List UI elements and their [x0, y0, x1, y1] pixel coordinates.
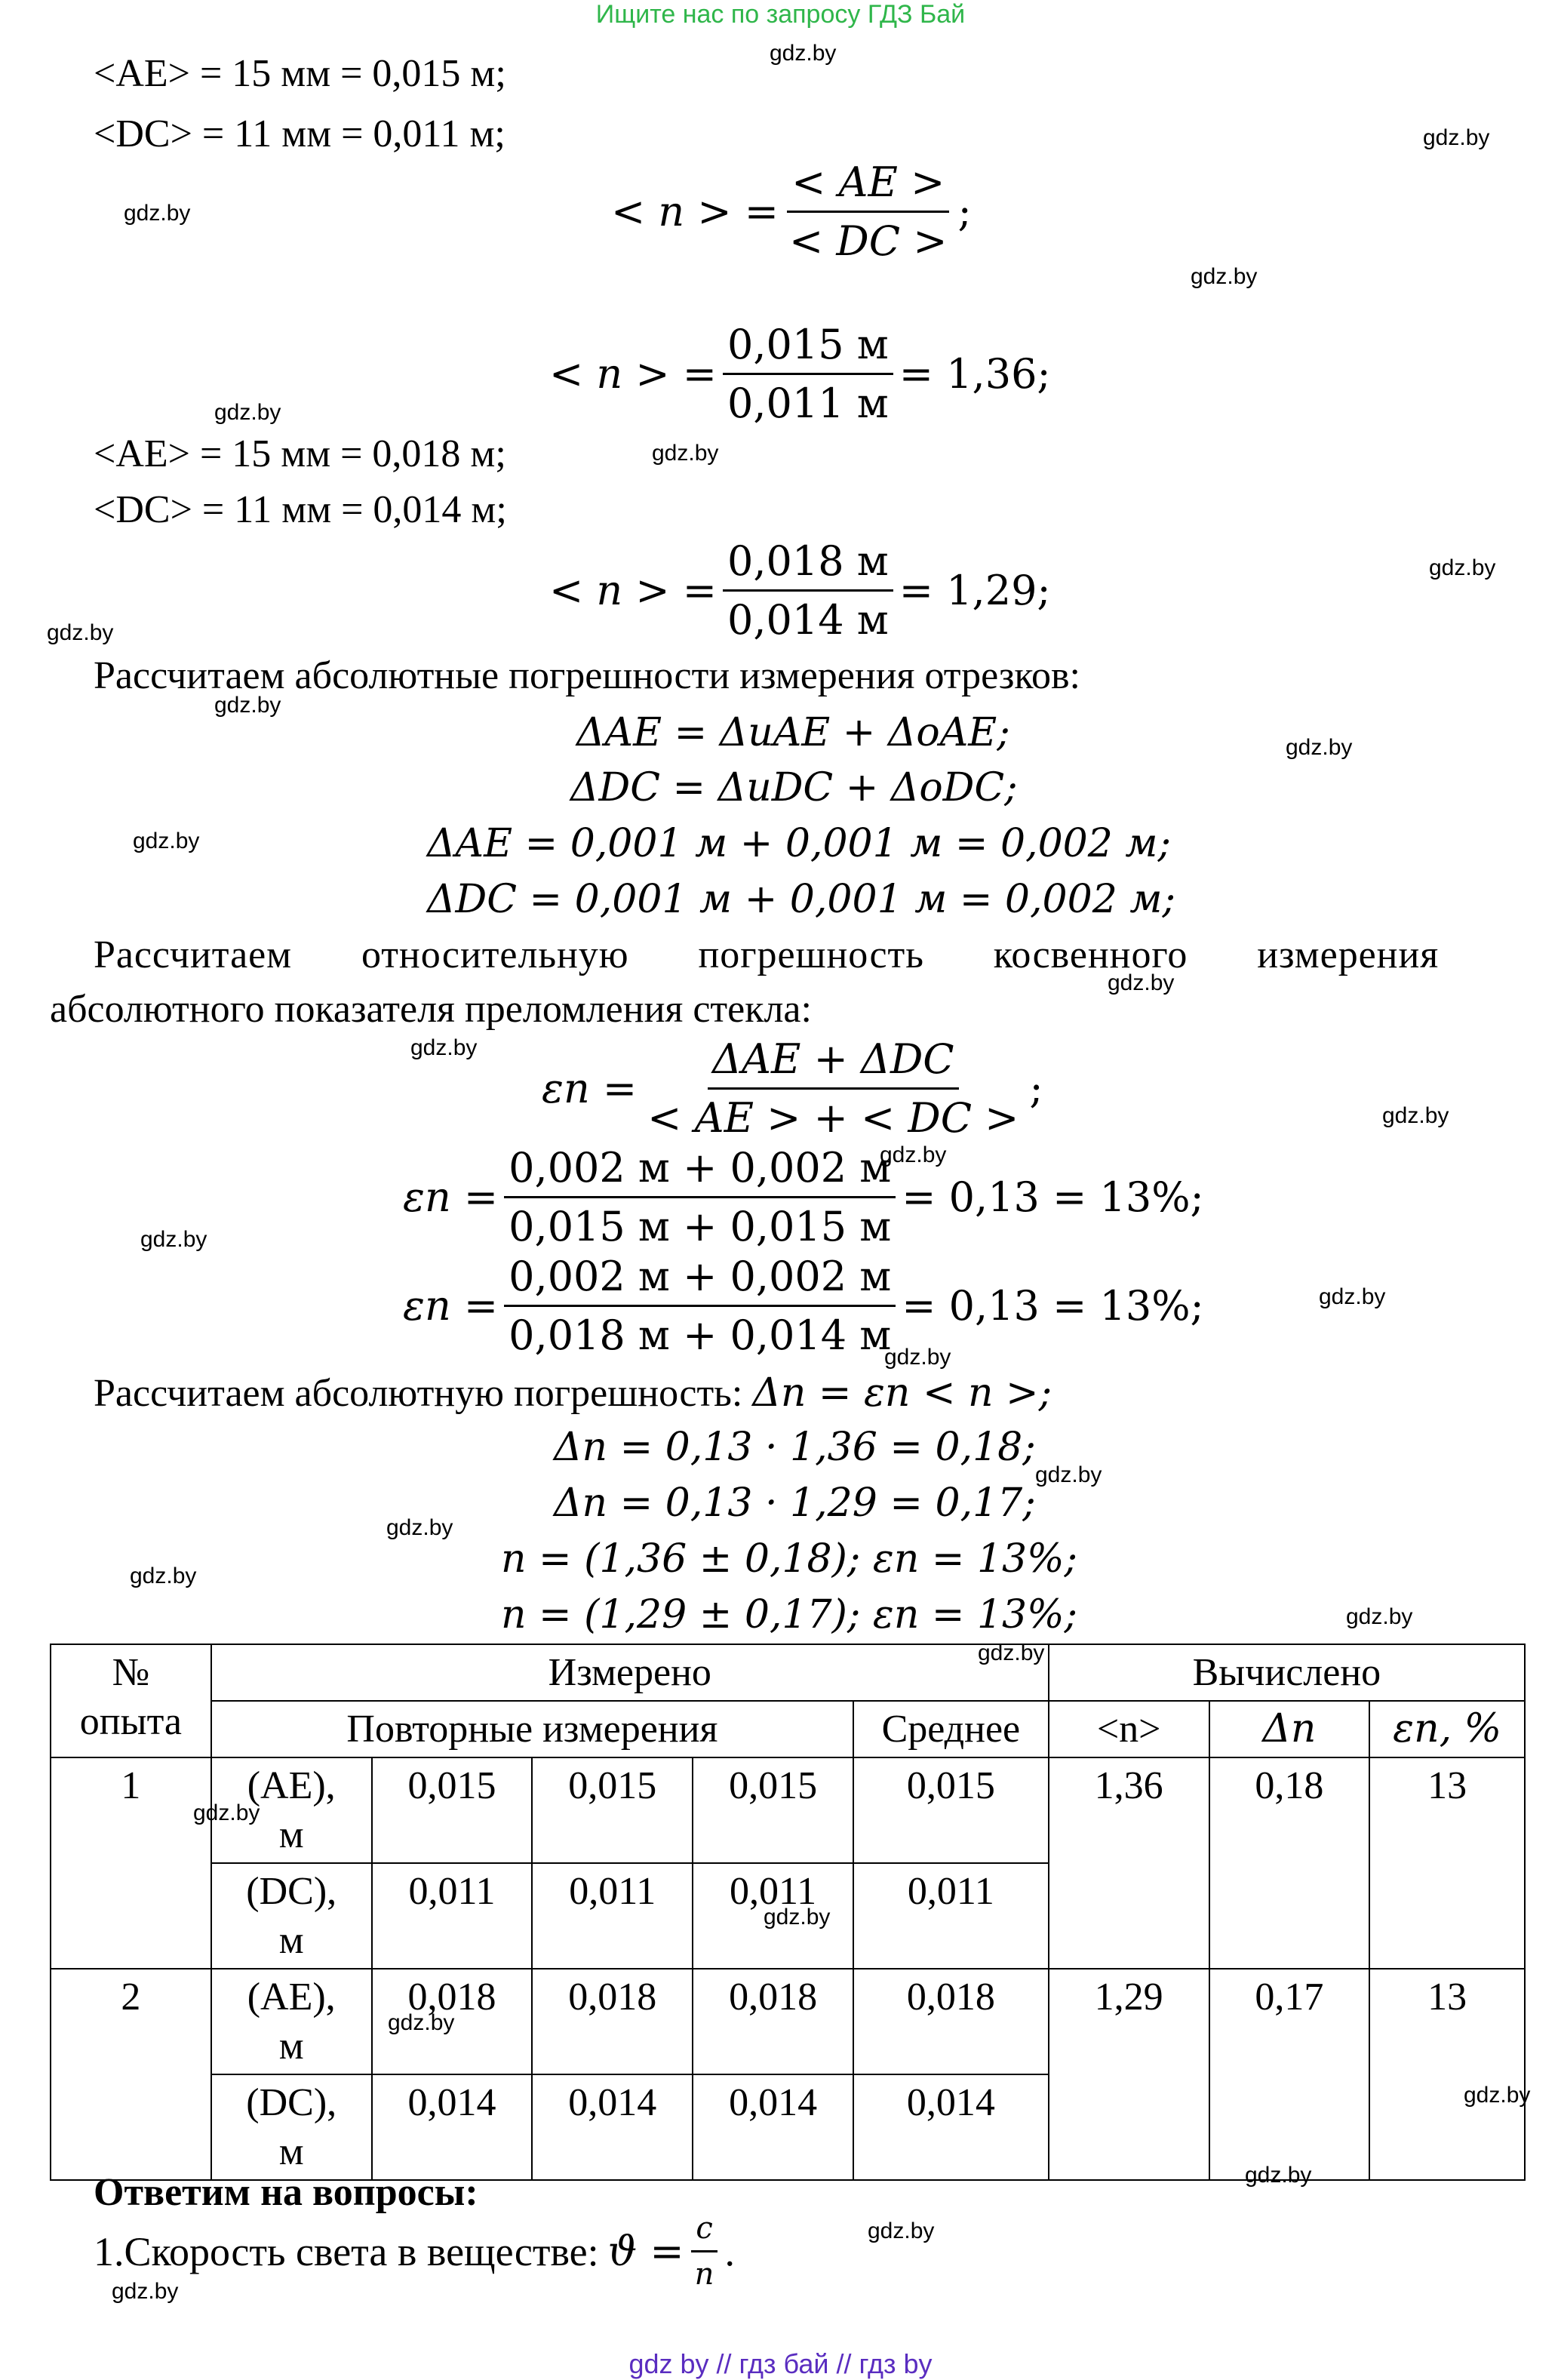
eps-calc2-den: 0,018 м + 0,014 м [509, 1311, 892, 1359]
watermark: gdz.by [978, 1640, 1045, 1665]
watermark: gdz.by [652, 441, 719, 466]
row1-ae-label: (AE), м [211, 1757, 372, 1863]
footer-links[interactable]: gdz by // гдз бай // гдз by [628, 2348, 933, 2379]
n-definition-formula [611, 158, 972, 265]
n-calc1-lhs: < n > = [549, 350, 718, 398]
watermark: gdz.by [112, 2279, 179, 2304]
watermark: gdz.by [1464, 2083, 1531, 2108]
watermark: gdz.by [410, 1035, 478, 1060]
speed-tail: . [724, 2228, 735, 2274]
header-experiment-no: № опыта [51, 1644, 211, 1757]
row1-dc-m1: 0,011 [372, 1863, 533, 1969]
watermark: gdz.by [764, 1905, 831, 1930]
n-calc1-rhs: = 1,36; [899, 350, 1051, 398]
n-def-lhs: < n > = [611, 188, 779, 235]
abs-n-error-line [94, 1370, 1052, 1416]
row1-ae-m2: 0,015 [532, 1757, 693, 1863]
rel-error-intro-1 [94, 933, 1527, 976]
watermark: gdz.by [214, 400, 281, 425]
watermark: gdz.by [868, 2219, 935, 2243]
n-calc1-den: 0,011 м [727, 380, 889, 427]
watermark: gdz.by [884, 1345, 951, 1370]
header-measured: Измерено [211, 1644, 1049, 1701]
speed-den: n [694, 2257, 714, 2292]
row2-ae-m3: 0,018 [693, 1969, 853, 2074]
watermark: gdz.by [1382, 1103, 1449, 1128]
watermark: gdz.by [124, 201, 191, 226]
speed-fraction [690, 2211, 719, 2292]
row2-dc-m2: 0,014 [532, 2074, 693, 2180]
n-calc2-fraction [723, 537, 893, 644]
watermark: gdz.by [47, 620, 114, 645]
row2-dc-m3: 0,014 [693, 2074, 853, 2180]
header-n-mean: <n> [1049, 1701, 1209, 1757]
n-def-tail: ; [957, 188, 972, 235]
watermark: gdz.by [1245, 2163, 1312, 2188]
abs-n-error-intro: Рассчитаем абсолютную погрешность: [94, 1372, 743, 1415]
eps-calc2-lhs: εn = [403, 1282, 499, 1330]
row1-eps: 13 [1369, 1757, 1525, 1969]
watermark: gdz.by [386, 1515, 453, 1540]
eps-calc-formula-2 [403, 1253, 1204, 1359]
dc-value-line-1: <DC> = 11 мм = 0,011 м; [94, 112, 505, 155]
n-calc-formula-1 [549, 321, 1051, 427]
rel-error-intro-2: абсолютного показателя преломления стекла: [50, 988, 812, 1031]
watermark: gdz.by [770, 41, 837, 66]
row2-dc-label: (DC), м [211, 2074, 372, 2180]
abs-error-intro: Рассчитаем абсолютные погрешности измерения отрезков: [94, 654, 1080, 697]
row1-no: 1 [51, 1757, 211, 1969]
q1-text: 1.Скорость света в веществе: [94, 2228, 599, 2274]
watermark: gdz.by [880, 1142, 947, 1167]
n-result-2: n = (1,29 ± 0,17); εn = 13%; [501, 1592, 1078, 1637]
n-calc1-fraction [723, 321, 893, 427]
speed-num: c [691, 2211, 717, 2252]
n-calc2-den: 0,014 м [727, 596, 889, 644]
watermark: gdz.by [1108, 970, 1175, 995]
n-calc2-lhs: < n > = [549, 567, 718, 614]
eps-definition-formula [542, 1035, 1043, 1142]
row2-ae-label: (AE), м [211, 1969, 372, 2074]
row1-dc-m2: 0,011 [532, 1863, 693, 1969]
watermark: gdz.by [1035, 1462, 1102, 1487]
rel-error-intro-text: Рассчитаем относительную погрешность косвенного измерения [94, 933, 1440, 976]
watermark: gdz.by [1429, 555, 1496, 580]
row2-n: 1,29 [1049, 1969, 1209, 2180]
row1-dc-m3: 0,011 [693, 1863, 853, 1969]
eps-calc1-lhs: εn = [403, 1173, 499, 1221]
watermark: gdz.by [133, 829, 200, 853]
n-result-1: n = (1,36 ± 0,18); εn = 13%; [501, 1536, 1078, 1582]
speed-lhs: ϑ = [607, 2228, 684, 2275]
eps-calc1-rhs: = 0,13 = 13%; [902, 1173, 1204, 1221]
header-eps: εn, % [1369, 1701, 1525, 1757]
eps-def-lhs: εn = [542, 1065, 638, 1112]
n-def-num: < AE > [787, 158, 949, 213]
row1-ae-m1: 0,015 [372, 1757, 533, 1863]
eps-calc1-fraction [504, 1144, 896, 1250]
row2-dc-avg: 0,014 [853, 2074, 1049, 2180]
delta-ae-value: ΔAE = 0,001 м + 0,001 м = 0,002 м; [427, 821, 1171, 866]
n-calc-formula-2 [549, 537, 1051, 644]
eps-def-tail: ; [1029, 1065, 1043, 1112]
row1-n: 1,36 [1049, 1757, 1209, 1969]
eps-calc2-num: 0,002 м + 0,002 м [504, 1253, 896, 1307]
row2-dc-m1: 0,014 [372, 2074, 533, 2180]
n-calc2-num: 0,018 м [723, 537, 893, 592]
eps-def-den: < AE > + < DC > [647, 1094, 1019, 1142]
watermark: gdz.by [214, 693, 281, 718]
eps-calc2-fraction [504, 1253, 896, 1359]
header-computed: Вычислено [1049, 1644, 1525, 1701]
row2-eps: 13 [1369, 1969, 1525, 2180]
eps-calc1-num: 0,002 м + 0,002 м [504, 1144, 896, 1198]
eps-def-num: ΔAE + ΔDC [708, 1035, 959, 1090]
row2-ae-avg: 0,018 [853, 1969, 1049, 2074]
answers-title: Ответим на вопросы: [94, 2171, 478, 2214]
header-delta-n: Δn [1209, 1701, 1370, 1757]
delta-n-definition: Δn = εn < n >; [752, 1370, 1052, 1416]
watermark: gdz.by [1286, 735, 1353, 760]
watermark: gdz.by [193, 1800, 260, 1825]
row2-dn: 0,17 [1209, 1969, 1370, 2180]
eps-calc-formula-1 [403, 1144, 1204, 1250]
speed-of-light-line [94, 2211, 735, 2292]
delta-dc-value: ΔDC = 0,001 м + 0,001 м = 0,002 м; [427, 877, 1175, 922]
watermark: gdz.by [130, 1564, 197, 1588]
delta-n-calc-2: Δn = 0,13 · 1,29 = 0,17; [554, 1481, 1036, 1526]
eps-calc2-rhs: = 0,13 = 13%; [902, 1282, 1204, 1330]
delta-dc-definition: ΔDC = ΔиDC + ΔоDC; [570, 765, 1018, 810]
row1-dc-avg: 0,011 [853, 1863, 1049, 1969]
watermark: gdz.by [1191, 264, 1258, 289]
n-calc2-rhs: = 1,29; [899, 567, 1051, 614]
ae-value-line-1: <AE> = 15 мм = 0,015 м; [94, 52, 506, 95]
n-calc1-num: 0,015 м [723, 321, 893, 375]
watermark: gdz.by [1346, 1604, 1413, 1629]
header-average: Среднее [853, 1701, 1049, 1757]
delta-n-calc-1: Δn = 0,13 · 1,36 = 0,18; [554, 1425, 1036, 1470]
ae-value-line-2: <AE> = 15 мм = 0,018 м; [94, 432, 506, 475]
row2-ae-m2: 0,018 [532, 1969, 693, 2074]
row1-ae-m3: 0,015 [693, 1757, 853, 1863]
eps-calc1-den: 0,015 м + 0,015 м [509, 1203, 892, 1250]
search-banner[interactable]: Ищите нас по запросу ГДЗ Бай [595, 0, 966, 29]
eps-def-fraction [643, 1035, 1023, 1142]
n-def-fraction [785, 158, 951, 265]
watermark: gdz.by [1319, 1284, 1386, 1309]
watermark: gdz.by [1423, 125, 1490, 150]
row1-dc-label: (DC), м [211, 1863, 372, 1969]
dc-value-line-2: <DC> = 11 мм = 0,014 м; [94, 488, 507, 531]
row2-no: 2 [51, 1969, 211, 2180]
header-repeated: Повторные измерения [211, 1701, 853, 1757]
delta-ae-definition: ΔAE = ΔиAE + ΔоAE; [576, 710, 1010, 755]
row2-ae-m1: 0,018 [372, 1969, 533, 2074]
row1-ae-avg: 0,015 [853, 1757, 1049, 1863]
watermark: gdz.by [388, 2010, 455, 2035]
watermark: gdz.by [140, 1227, 207, 1252]
row1-dn: 0,18 [1209, 1757, 1370, 1969]
n-def-den: < DC > [789, 217, 948, 265]
